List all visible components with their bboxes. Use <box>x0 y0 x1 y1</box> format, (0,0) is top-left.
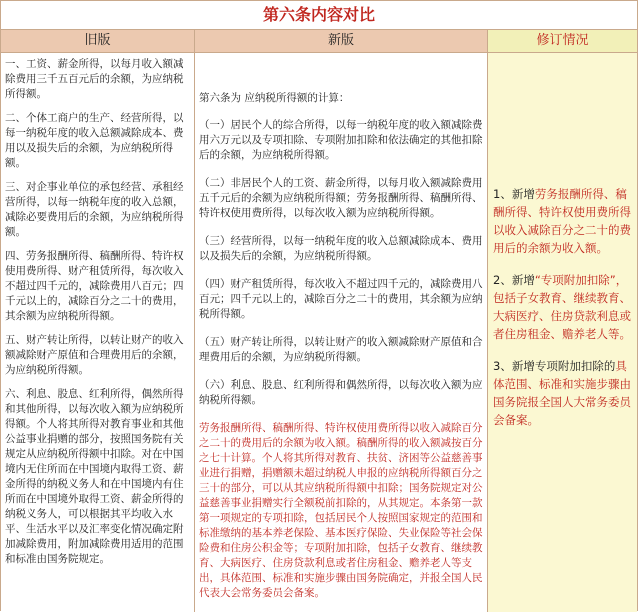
revision-item-1-prefix: 1、新增 <box>493 187 535 201</box>
body-row <box>1 53 637 612</box>
new-item-3: （三）经营所得，以每一纳税年度的收入总额减除成本、费用以及损失后的余额，为应纳税所得额。 <box>199 235 483 262</box>
header-revision: 修订情况 <box>488 30 637 52</box>
new-heading: 第六条为 应纳税所得额的计算： <box>199 92 350 104</box>
header-row <box>1 30 637 53</box>
old-version-column <box>1 53 195 612</box>
revision-item-1 <box>493 185 632 257</box>
new-item-6: （六）利息、股息、红利所得和偶然所得，以每次收入额为应纳税所得额。 <box>199 379 483 406</box>
revision-item-3-text: 具体范围、标准和实施步骤由国务院报全国人大常务委员会备案。 <box>493 359 631 427</box>
old-item-4: 四、劳务报酬所得、稿酬所得、特许权使用费所得、财产租赁所得，每次收入不超过四千元的，减除费用八百元；四千元以上的，减除百分之二十的费用，其余额为应纳税所得额。 <box>5 250 184 322</box>
revision-item-2-prefix: 2、新增 <box>493 273 535 287</box>
revision-item-1-text: 劳务报酬所得、稿酬所得、特许权使用费所得以收入减除百分之二十的费用后的余额为收入额。 <box>493 187 631 255</box>
old-item-6: 六、利息、股息、红利所得，偶然所得和其他所得，以每次收入额为应纳税所得额。个人将其所得对教育事业和其他公益事业捐赠的部分，按照国务院有关规定从应纳税所得额中扣除。对在中国境内无住所而在中国境内取得工资、薪金所得的纳税义务人和在中国境内有住所而在中国境外取得工资、薪金所得的纳税义务人，可以根据其平均收入水平、生活水平以及汇率变化情况确定附加减除费用，附加减除费用适用的范围和标准由国务院规定。 <box>5 388 184 565</box>
old-item-2: 二、个体工商户的生产、经营所得，以每一纳税年度的收入总额减除成本、费用以及损失后的余额，为应纳税所得额。 <box>5 112 184 169</box>
table-title: 第六条内容对比 <box>1 1 637 30</box>
new-item-1: （一）居民个人的综合所得，以每一纳税年度的收入额减除费用六万元以及专项扣除、专项附加扣除和依法确定的其他扣除后的余额，为应纳税所得额。 <box>199 119 483 161</box>
old-item-3: 三、对企事业单位的承包经营、承租经营所得，以每一纳税年度的收入总额，减除必要费用后的余额，为应纳税所得额。 <box>5 181 184 238</box>
new-item-2: （二）非居民个人的工资、薪金所得，以每月收入额减除费用五千元后的余额为应纳税所得额；劳务报酬所得、稿酬所得、特许权使用费所得，以每次收入额为应纳税所得额。 <box>199 177 483 219</box>
revision-item-3-prefix: 3、新增专项附加扣除的 <box>493 359 616 373</box>
header-new: 新版 <box>195 30 488 52</box>
old-item-1: 一、工资、薪金所得，以每月收入额减除费用三千五百元后的余额，为应纳税所得额。 <box>5 58 184 100</box>
revision-item-2-text: “专项附加扣除”，包括子女教育、继续教育、大病医疗、住房贷款利息或者住房租金、赡养老人等。 <box>493 273 631 341</box>
revision-column <box>488 53 637 612</box>
header-old: 旧版 <box>1 30 195 52</box>
new-item-5: （五）财产转让所得，以转让财产的收入额减除财产原值和合理费用后的余额，为应纳税所得额。 <box>199 336 483 363</box>
new-item-4: （四）财产租赁所得，每次收入不超过四千元的，减除费用八百元；四千元以上的，减除百分之二十的费用，其余额为应纳税所得额。 <box>199 278 483 320</box>
new-version-column <box>195 53 488 612</box>
new-red-block: 劳务报酬所得、稿酬所得、特许权使用费所得以收入减除百分之二十的费用后的余额为收入额。稿酬所得的收入额减按百分之七十计算。个人将其所得对教育、扶贫、济困等公益慈善事业进行捐赠，捐赠额未超过纳税人申报的应纳税所得额百分之三十的部分，可以从其应纳税所得额中扣除；国务院规定对公益慈善事业捐赠实行全额税前扣除的，从其规定。本条第一款第一项规定的专项扣除，包括居民个人按照国家规定的范围和标准缴纳的基本养老保险、基本医疗保险、失业保险等社会保险费和住房公积金等；专项附加扣除，包括子女教育、继续教育、大病医疗、住房贷款利息或者住房租金、赡养老人等支出，具体范围、标准和实施步骤由国务院确定，并报全国人民代表大会常务委员会备案。 <box>199 422 483 599</box>
old-item-5: 五、财产转让所得，以转让财产的收入额减除财产原值和合理费用后的余额，为应纳税所得额。 <box>5 334 184 376</box>
revision-item-3 <box>493 357 632 429</box>
revision-item-2 <box>493 271 632 343</box>
